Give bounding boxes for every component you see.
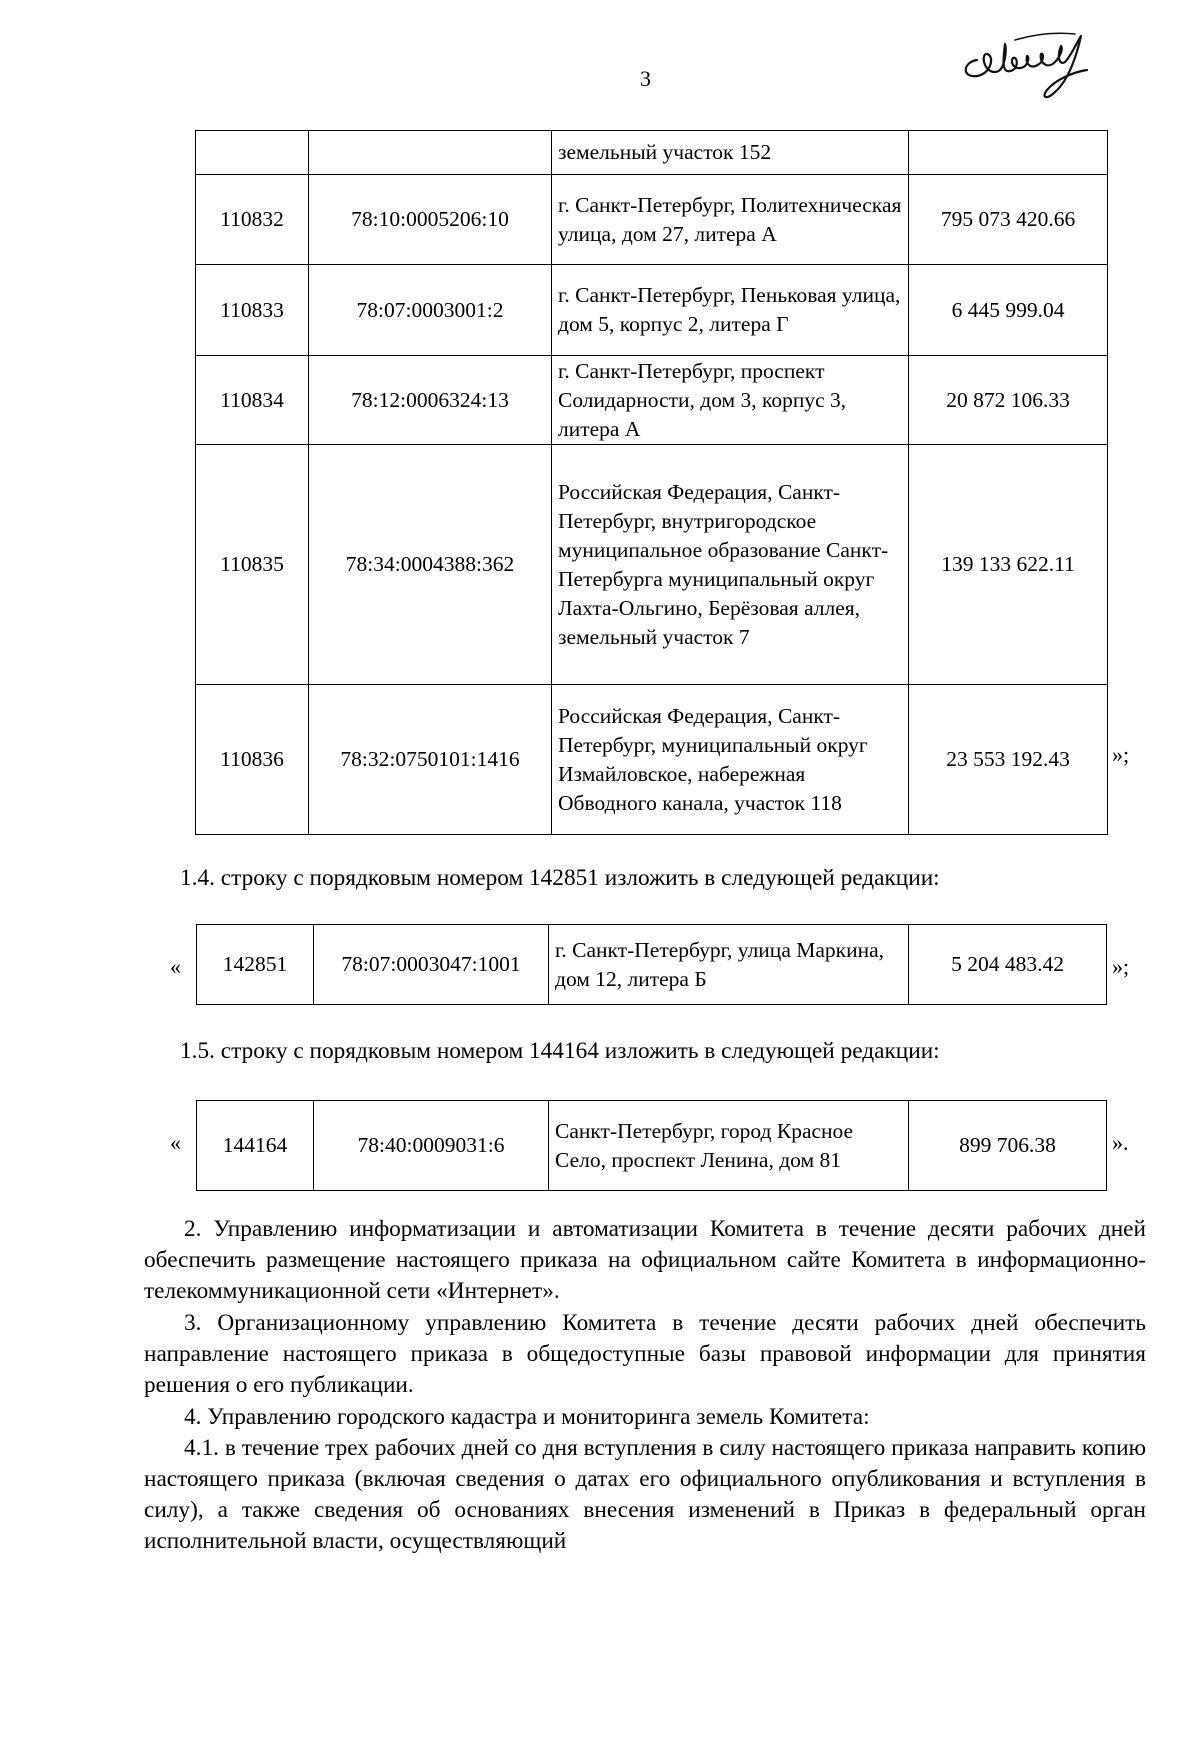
row-number: 110833 [196, 265, 309, 356]
row-number: 110832 [196, 175, 309, 265]
paragraph-3: 3. Организационному управлению Комитета в течение десяти рабочих дней обеспечить направление настоящего приказа в общедоступные базы правовой информации для принятия решения о его публикации. [144, 1310, 1146, 1398]
table-row [196, 685, 1108, 835]
address-cell: г. Санкт-Петербург, Политехническая улица, дом 27, литера А [552, 175, 909, 265]
row-number: 142851 [197, 925, 314, 1005]
value-cell: 795 073 420.66 [909, 175, 1108, 265]
table-142851 [196, 924, 1107, 1005]
cadastral-number: 78:10:0005206:10 [309, 175, 552, 265]
table-row [196, 356, 1108, 445]
item-1-4-text: 1.4. строку с порядковым номером 142851 изложить в следующей редакции: [180, 865, 940, 891]
value-cell: 20 872 106.33 [909, 356, 1108, 445]
closing-quote: »; [1112, 954, 1130, 979]
paragraph-2: 2. Управлению информатизации и автоматизации Комитета в течение десяти рабочих дней обеспечить размещение настоящего приказа на официальном сайте Комитета в информационно-телекоммуникационной сети «Интернет». [144, 1216, 1146, 1304]
address-cell: г. Санкт-Петербург, Пеньковая улица, дом 5, корпус 2, литера Г [552, 265, 909, 356]
address-cell: земельный участок 152 [552, 131, 909, 175]
table-144164 [196, 1100, 1107, 1191]
row-number: 110834 [196, 356, 309, 445]
table-row [197, 925, 1107, 1005]
signature-icon [955, 20, 1105, 110]
row-number [196, 131, 309, 175]
opening-quote: « [170, 1130, 181, 1155]
value-cell: 23 553 192.43 [909, 685, 1108, 835]
cadastral-number: 78:40:0009031:6 [314, 1101, 549, 1191]
cadastral-number: 78:32:0750101:1416 [309, 685, 552, 835]
cadastral-number: 78:07:0003001:2 [309, 265, 552, 356]
value-cell: 899 706.38 [909, 1101, 1107, 1191]
address-cell: Российская Федерация, Санкт-Петербург, внутригородское муниципальное образование Санкт-Петербурга муниципальный округ Лахта-Ольгино, Берёзовая аллея, земельный участок 7 [552, 445, 909, 685]
row-number: 110836 [196, 685, 309, 835]
value-cell: 6 445 999.04 [909, 265, 1108, 356]
item-1-5-text: 1.5. строку с порядковым номером 144164 изложить в следующей редакции: [180, 1038, 940, 1064]
table-row [196, 131, 1108, 175]
paragraph-4: 4. Управлению городского кадастра и мониторинга земель Комитета: [184, 1404, 870, 1430]
address-cell: г. Санкт-Петербург, проспект Солидарности, дом 3, корпус 3, литера А [552, 356, 909, 445]
value-cell: 5 204 483.42 [909, 925, 1107, 1005]
main-table [195, 130, 1108, 835]
page-number: 3 [640, 66, 651, 91]
value-cell: 139 133 622.11 [909, 445, 1108, 685]
address-cell: Санкт-Петербург, город Красное Село, проспект Ленина, дом 81 [549, 1101, 909, 1191]
table-row [197, 1101, 1107, 1191]
table-row [196, 445, 1108, 685]
cadastral-number: 78:07:0003047:1001 [314, 925, 549, 1005]
row-number: 144164 [197, 1101, 314, 1191]
table-row [196, 265, 1108, 356]
closing-quote: ». [1112, 1130, 1129, 1155]
row-number: 110835 [196, 445, 309, 685]
address-cell: г. Санкт-Петербург, улица Маркина, дом 12, литера Б [549, 925, 909, 1005]
opening-quote: « [170, 954, 181, 979]
cadastral-number: 78:12:0006324:13 [309, 356, 552, 445]
table-row [196, 175, 1108, 265]
address-cell: Российская Федерация, Санкт-Петербург, муниципальный округ Измайловское, набережная Обводного канала, участок 118 [552, 685, 909, 835]
paragraph-4-1: 4.1. в течение трех рабочих дней со дня вступления в силу настоящего приказа направить копию настоящего приказа (включая сведения о датах его официального опубликования и вступления в силу), а также сведения об основаниях внесения изменений в Приказ в федеральный орган исполнительной власти, осуществляющий [144, 1435, 1146, 1554]
closing-quote: »; [1112, 742, 1130, 767]
cadastral-number [309, 131, 552, 175]
cadastral-number: 78:34:0004388:362 [309, 445, 552, 685]
value-cell [909, 131, 1108, 175]
